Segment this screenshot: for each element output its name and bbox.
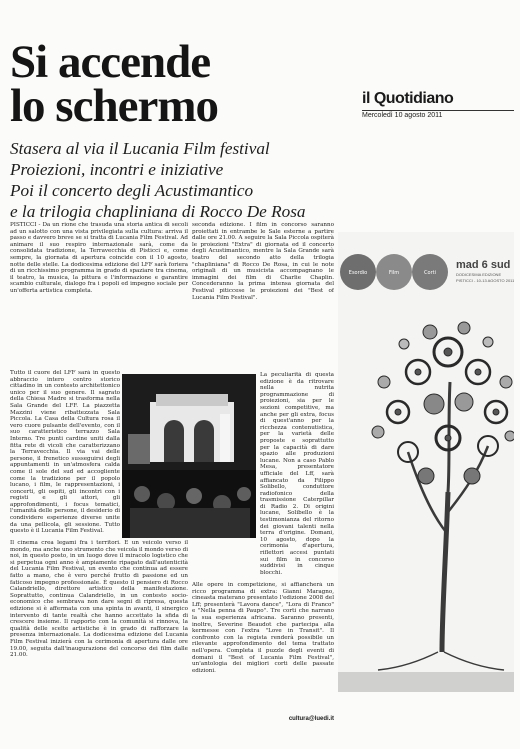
photo-image <box>122 374 256 538</box>
poster-brand: mad 6 sud <box>456 259 511 271</box>
newspaper-logo: il Quotidiano <box>362 90 454 107</box>
author-email: cultura@luedi.it <box>288 716 334 722</box>
article-column-1-wrap: Tutto il cuore del LFF sarà in questo abbraccio intero centro storico cittadino in un contesto architettonico unico per il suo genere. Il sagrato della Chiesa Madre si trasforma nella Sala Grande del LFF. La piazzetta Mazzini viene ribattezzata Sala Piccola. La Casa della Cultura rosa il vero cuore pulsante dell'evento, con il suo caratteristico terrazzo Sala Interno. Tre punti cardine uniti dalla fitta rete di vicoli che caratterizzano la Terravecchia. Il via vai delle persone, il frenetico susseguirsi degli appuntamenti in un'atmosfera calda come il sole del sud ed accogliente come la tradizione per il popolo lucano, i film, le rappresentazioni, i concerti, gli ospiti, gli incontri con i registi e gli attori, gli approfondimenti, i focus tematici, l'umanità delle persone, il desiderio di condividere esperienze diverse unite da una pellicola, gli sessione. Tutto questo è il Lucania Film Festival. <box>10 370 120 535</box>
subheadings <box>10 138 510 222</box>
headline <box>10 36 340 132</box>
festival-photo <box>122 374 256 538</box>
poster-circle-1: Esordio <box>348 270 368 276</box>
article-column-1: PISTICCI - Da un rione che trasuda una storia antica di secoli ad un salotto con una vista privilegiata sulla cultura: arriva il passo e davvero breve se si tratta di Lucania Film Festival. Ad animare il suo respiro internazionale sarà, come da consolidata tradizione, la Terravecchia di Pisticci e, come sempre, la giornata di apertura coincide con il 10 agosto, notte delle stelle. La dodicesima edizione del LFF sarà foriera di un ricchissimo programma in grado di spaziare tra cinema, il teatro, la musica, la pittura e l'informazione e garantire scambio culturale, dialogo fra i popoli ed impegno sociale per un'offerta artistica completa. <box>10 222 188 294</box>
subheading-4: e la trilogia chapliniana di Rocco De Rosa <box>10 202 306 221</box>
headline-line-1: Si accende <box>10 36 211 88</box>
poster-edition: DODICESIMA EDIZIONE <box>456 272 502 277</box>
article-column-1-bottom: Il cinema crea legami fra i territori. È un veicolo verso il mondo, ma anche uno strumento che veicola il mondo verso di noi, in questo posto, in un luogo dove il miracolo logistico che si perpetua ogni anno è ampiamente ripagato dall'autenticità del Lucania Film Festival, un evento che continua ad essere fatto a mano, che è vero perché frutto di passione ed un faticoso impegno professionale. È questo il pensiero di Rocco Calandriello, direttore artistico della manifestazione. Soprattutto, continua Calandriello, in un contesto socio-economico che sembrava non dare segni di ripresa, questa edizione si è affermata con una spinta in avanti, il sinergico intervento di tante realtà che hanno accettato la sfida di crescere insieme. Il rapporto con la comunità si rinnova, la qualità delle scelte artistiche è in grado di rafforzare la presenza internazionale. La dodicesima edizione del Lucania Film Festival inizierà con la cerimonia di apertura dalle ore 19.00, seguita dall'inaugurazione del concorso dei film dalle 21.00. <box>10 540 188 659</box>
subheading-2: Proiezioni, incontri e iniziative <box>10 160 224 179</box>
article-column-2-mid: La peculiarità di questa edizione è da ritrovare nella nutrita programmazione di proiezioni, sia per le sezioni competitive, ma anche per gli extra, focus di quest'anno per la ricchezza contenutistica, per la varietà delle proposte e soprattutto per la capacità di dare spazio alle produzioni lucane. Non a caso Pablo Mesa, presentatore ufficiale del Lff, sarà affiancato da Filippo Solibello, conduttore radiofonico della trasmissione Caterpillar di Radio 2. Di origini lucane, Solibello è la testimonianza del ritorno dei giovani talenti nella terra d'origine. Domani, 10 agosto, dopo la cerimonia d'apertura, riflettori accesi puntati sui film in concorso suddivisi in cinque blocchi. <box>260 372 334 576</box>
poster-place: PISTICCI - 10-13 AGOSTO 2011 <box>456 278 514 283</box>
masthead <box>362 90 514 119</box>
article-column-2: seconda edizione. I film in concorso saranno proiettati in entrambe le Sale esterne a partire dalle ore 21.00. A seguire la Sala Piccola ospiterà le proiezioni "Extra" di giornata ed il concerto degli Acustimantico, mentre la Sala Grande sarà teatro del secondo atto della trilogia "chapliniana" di Rocco De Rosa, in cui le note originali di un musicista accompagnano le immagini dei film di Charlie Chaplin. Concederanno la prima intensa giornata del Festival piticcese le proiezioni dei "Best of Lucania Film Festival". <box>192 222 334 301</box>
poster-circle-3: Corti <box>424 270 436 276</box>
subheading-1: Stasera al via il Lucania Film festival <box>10 139 270 158</box>
headline-line-2: lo schermo <box>10 80 218 132</box>
poster-circle-2: Film <box>388 270 400 276</box>
publication-date: Mercoledì 10 agosto 2011 <box>362 110 514 119</box>
article-column-2-bottom: Alle opere in competizione, si affiancherà un ricco programma di extra: Gianni Maragno, cineasta materano presentato l'edizione 2008 del Lff; presenterà "Lavora dance", "Lora di Franco" e "Nella penna di Paupo". Tre corti che narrano la sua esperienza africana. Saranno presenti, inoltre, Severine Beaudot che partecipa alla kermesse con l'extra "Love in Transit". Il confronto con la regista renderà possibile un rilevante approfondimento del tema trattato nell'opera. Completa il puzzle degli eventi di domani il "Best of Lucania Film Festival", un'antologia dei migliori corti delle passate edizioni. <box>192 582 334 674</box>
poster-artwork <box>338 232 514 692</box>
subheading-3: Poi il concerto degli Acustimantico <box>10 181 254 200</box>
festival-poster <box>338 232 514 692</box>
